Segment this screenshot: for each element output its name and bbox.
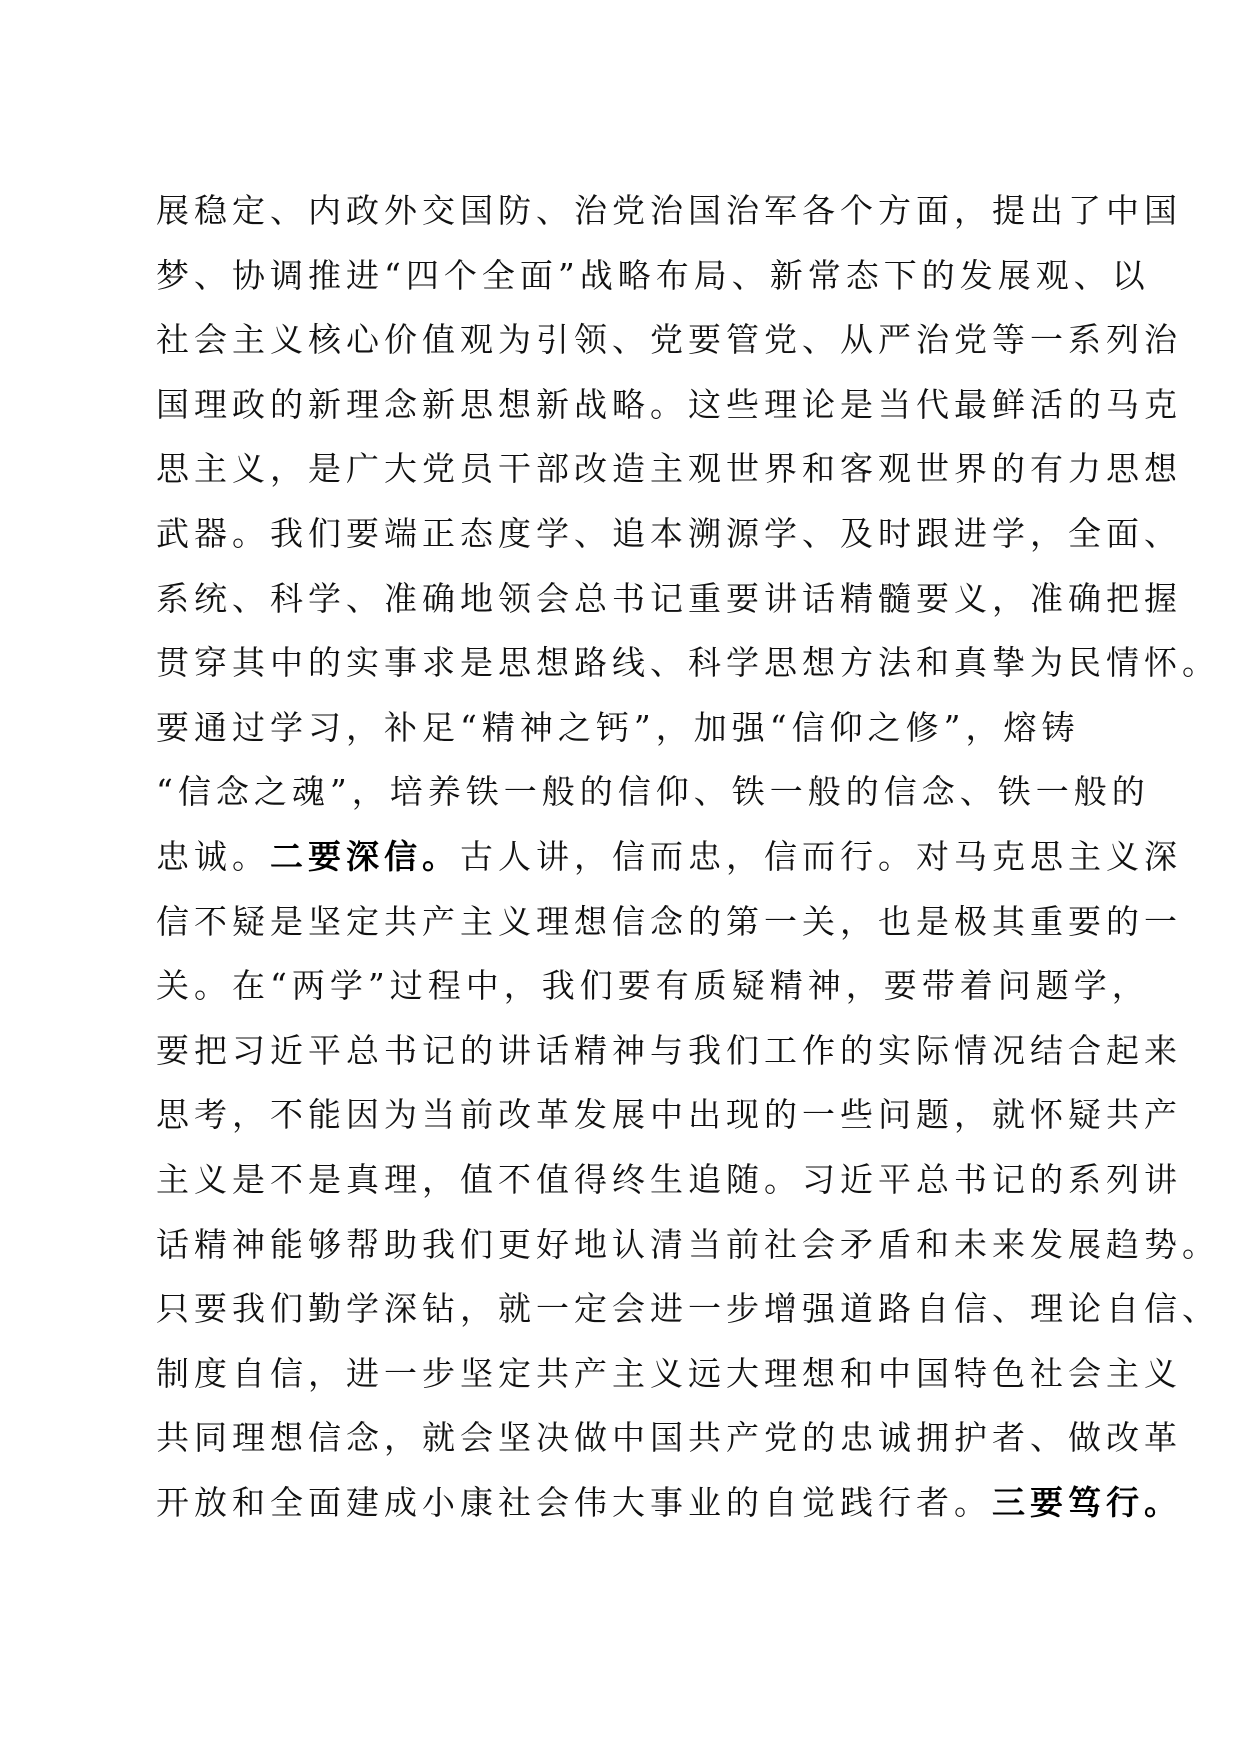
section-heading-deep-belief: 二要深信。: [270, 836, 460, 876]
text-line-19: 制度自信，进一步坚定共产主义远大理想和中国特色社会主义: [156, 1353, 1182, 1393]
text-line-13: 关。在“两学”过程中，我们要有质疑精神，要带着问题学，: [156, 966, 1150, 1006]
text-line-18: 只要我们勤学深钻，就一定会进一步增强道路自信、理论自信、: [156, 1289, 1220, 1329]
text-line-21: [156, 1471, 1182, 1536]
text-line-8: 贯穿其中的实事求是思想路线、科学思想方法和真挚为民情怀。: [156, 643, 1220, 683]
text-line-5: 思主义，是广大党员干部改造主观世界和客观世界的有力思想: [156, 449, 1182, 489]
text-line-17: 话精神能够帮助我们更好地认清当前社会矛盾和未来发展趋势。: [156, 1224, 1220, 1264]
text-segment: 忠诚。: [156, 836, 270, 876]
text-line-4: 国理政的新理念新思想新战略。这些理论是当代最鲜活的马克: [156, 384, 1182, 424]
body-text: [156, 179, 1220, 1535]
text-line-11: [156, 825, 1182, 890]
text-line-20: 共同理想信念，就会坚决做中国共产党的忠诚拥护者、做改革: [156, 1418, 1182, 1458]
text-line-10: “信念之魂”，培养铁一般的信仰、铁一般的信念、铁一般的: [156, 772, 1150, 812]
text-line-2: 梦、协调推进“四个全面”战略布局、新常态下的发展观、以: [156, 255, 1150, 295]
text-line-16: 主义是不是真理，值不值得终生追随。习近平总书记的系列讲: [156, 1159, 1182, 1199]
text-line-7: 系统、科学、准确地领会总书记重要讲话精髓要义，准确把握: [156, 578, 1182, 618]
text-line-15: 思考，不能因为当前改革发展中出现的一些问题，就怀疑共产: [156, 1095, 1182, 1135]
section-heading-practice: 三要笃行。: [992, 1482, 1182, 1522]
text-segment: 开放和全面建成小康社会伟大事业的自觉践行者。: [156, 1482, 992, 1522]
text-line-12: 信不疑是坚定共产主义理想信念的第一关，也是极其重要的一: [156, 901, 1182, 941]
text-line-9: 要通过学习，补足“精神之钙”，加强“信仰之修”，熔铸: [156, 707, 1080, 747]
text-line-3: 社会主义核心价值观为引领、党要管党、从严治党等一系列治: [156, 320, 1182, 360]
text-line-14: 要把习近平总书记的讲话精神与我们工作的实际情况结合起来: [156, 1030, 1182, 1070]
text-line-6: 武器。我们要端正态度学、追本溯源学、及时跟进学，全面、: [156, 513, 1182, 553]
text-line-1: 展稳定、内政外交国防、治党治国治军各个方面，提出了中国: [156, 191, 1182, 230]
text-segment: 古人讲，信而忠，信而行。对马克思主义深: [460, 836, 1182, 876]
